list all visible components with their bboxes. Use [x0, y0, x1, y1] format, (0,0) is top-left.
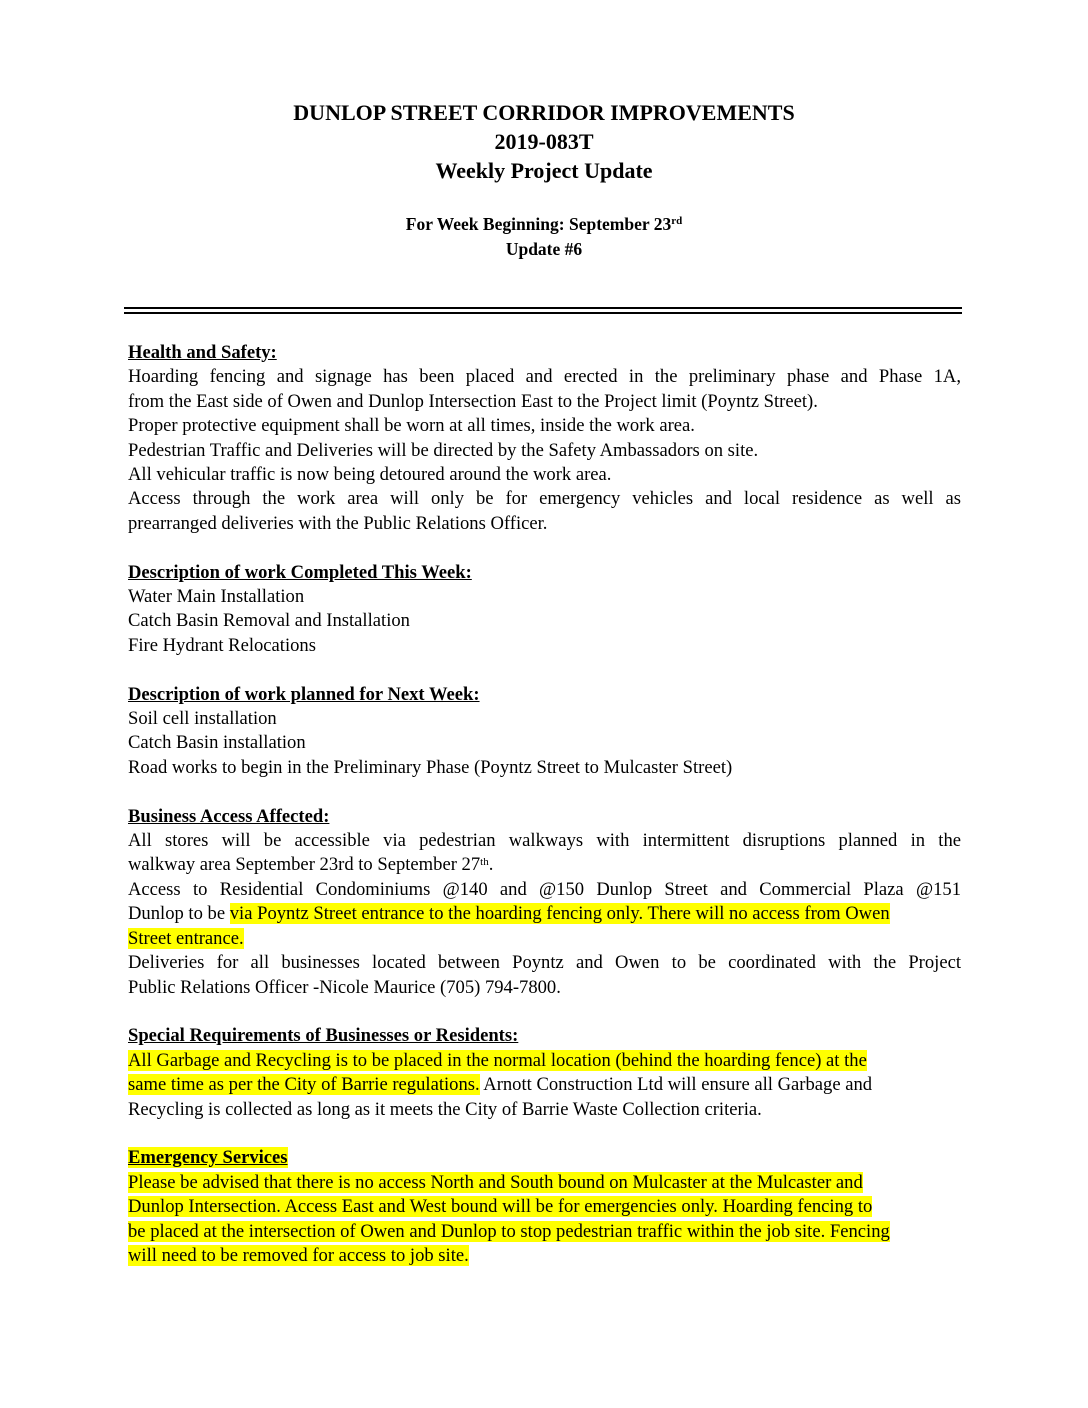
paragraph-line: Pedestrian Traffic and Deliveries will be directed by the Safety Ambassadors on site. [128, 439, 759, 461]
paragraph-line [128, 927, 961, 951]
paragraph-text: walkway area September 23rd to September 27 [128, 854, 481, 876]
section-special-requirements [128, 1024, 961, 1122]
section-emergency-services [128, 1146, 961, 1268]
paragraph-line [128, 902, 961, 926]
paragraph-line: Public Relations Officer -Nicole Maurice (705) 794-7800. [128, 976, 561, 998]
list-item: Catch Basin Removal and Installation [128, 610, 410, 632]
section-heading: Special Requirements of Businesses or Residents: [128, 1025, 519, 1047]
paragraph-line [128, 1244, 961, 1268]
document-body [128, 341, 961, 1293]
paragraph-text: Arnott Construction Ltd will ensure all Garbage and [479, 1074, 873, 1096]
paragraph-line: from the East side of Owen and Dunlop Intersection East to the Project limit (Poyntz Street). [128, 390, 818, 412]
list-item: Soil cell installation [128, 708, 277, 730]
paragraph-line [128, 1195, 961, 1219]
week-beginning-text: For Week Beginning: September 23 [405, 214, 672, 234]
project-number: 2019-083T [494, 129, 594, 154]
paragraph-line: Deliveries for all businesses located between Poyntz and Owen to be coordinated with the Project [128, 952, 961, 974]
document-header [0, 98, 1088, 185]
header-divider-bottom [124, 312, 962, 314]
paragraph-line [128, 1073, 961, 1097]
section-business-access [128, 805, 961, 1000]
paragraph-line: All vehicular traffic is now being detoured around the work area. [128, 464, 612, 486]
week-beginning-suffix: rd [671, 215, 683, 227]
highlighted-text: Please be advised that there is no access North and South bound on Mulcaster at the Mulcaster and [128, 1171, 863, 1193]
section-heading: Emergency Services [128, 1147, 288, 1169]
paragraph-line: Hoarding fencing and signage has been placed and erected in the preliminary phase and Phase 1A, [128, 366, 961, 388]
section-heading: Description of work planned for Next Week: [128, 683, 480, 705]
paragraph-line: Access through the work area will only be for emergency vehicles and local residence as well as [128, 488, 961, 510]
paragraph-line [128, 1049, 961, 1073]
highlighted-text: Street entrance. [128, 927, 244, 949]
section-completed-work [128, 561, 961, 659]
paragraph-line: Proper protective equipment shall be worn at all times, inside the work area. [128, 415, 695, 437]
highlighted-text: via Poyntz Street entrance to the hoarding fencing only. There will no access from Owen [229, 903, 890, 925]
document-title: DUNLOP STREET CORRIDOR IMPROVEMENTS [293, 100, 795, 125]
list-item: Fire Hydrant Relocations [128, 634, 316, 656]
paragraph-line [128, 853, 961, 877]
paragraph-text: Dunlop to be [128, 903, 230, 925]
paragraph-line [128, 1171, 961, 1195]
paragraph-text: . [488, 854, 494, 876]
highlighted-text: All Garbage and Recycling is to be placed in the normal location (behind the hoarding fence) at the [128, 1049, 867, 1071]
week-beginning [0, 212, 1088, 237]
highlighted-text: same time as per the City of Barrie regulations. [128, 1074, 480, 1096]
highlighted-text: will need to be removed for access to job site. [128, 1244, 469, 1266]
section-heading-wrap [128, 1146, 961, 1170]
paragraph-line: Access to Residential Condominiums @140 and @150 Dunlop Street and Commercial Plaza @151 [128, 878, 961, 900]
paragraph-line [128, 1220, 961, 1244]
ordinal-suffix: th [480, 856, 489, 869]
section-planned-work [128, 683, 961, 781]
highlighted-text: be placed at the intersection of Owen and Dunlop to stop pedestrian traffic within the job site. Fencing [128, 1220, 890, 1242]
list-item: Catch Basin installation [128, 732, 306, 754]
section-heading: Health and Safety: [128, 342, 277, 363]
paragraph-line: Recycling is collected as long as it meets the City of Barrie Waste Collection criteria. [128, 1098, 762, 1120]
document-subtitle: Weekly Project Update [435, 158, 653, 183]
section-heading: Description of work Completed This Week: [128, 561, 472, 583]
section-heading: Business Access Affected: [128, 805, 330, 827]
list-item: Road works to begin in the Preliminary Phase (Poyntz Street to Mulcaster Street) [128, 756, 733, 778]
update-number: Update #6 [505, 239, 583, 259]
header-divider-top [124, 307, 962, 309]
list-item: Water Main Installation [128, 586, 305, 608]
paragraph-line: All stores will be accessible via pedestrian walkways with intermittent disruptions planned in the [128, 830, 961, 852]
week-info [0, 212, 1088, 262]
section-health-safety [128, 341, 961, 536]
highlighted-text: Dunlop Intersection. Access East and West bound will be for emergencies only. Hoarding fencing to [128, 1196, 873, 1218]
paragraph-line: prearranged deliveries with the Public Relations Officer. [128, 512, 548, 534]
